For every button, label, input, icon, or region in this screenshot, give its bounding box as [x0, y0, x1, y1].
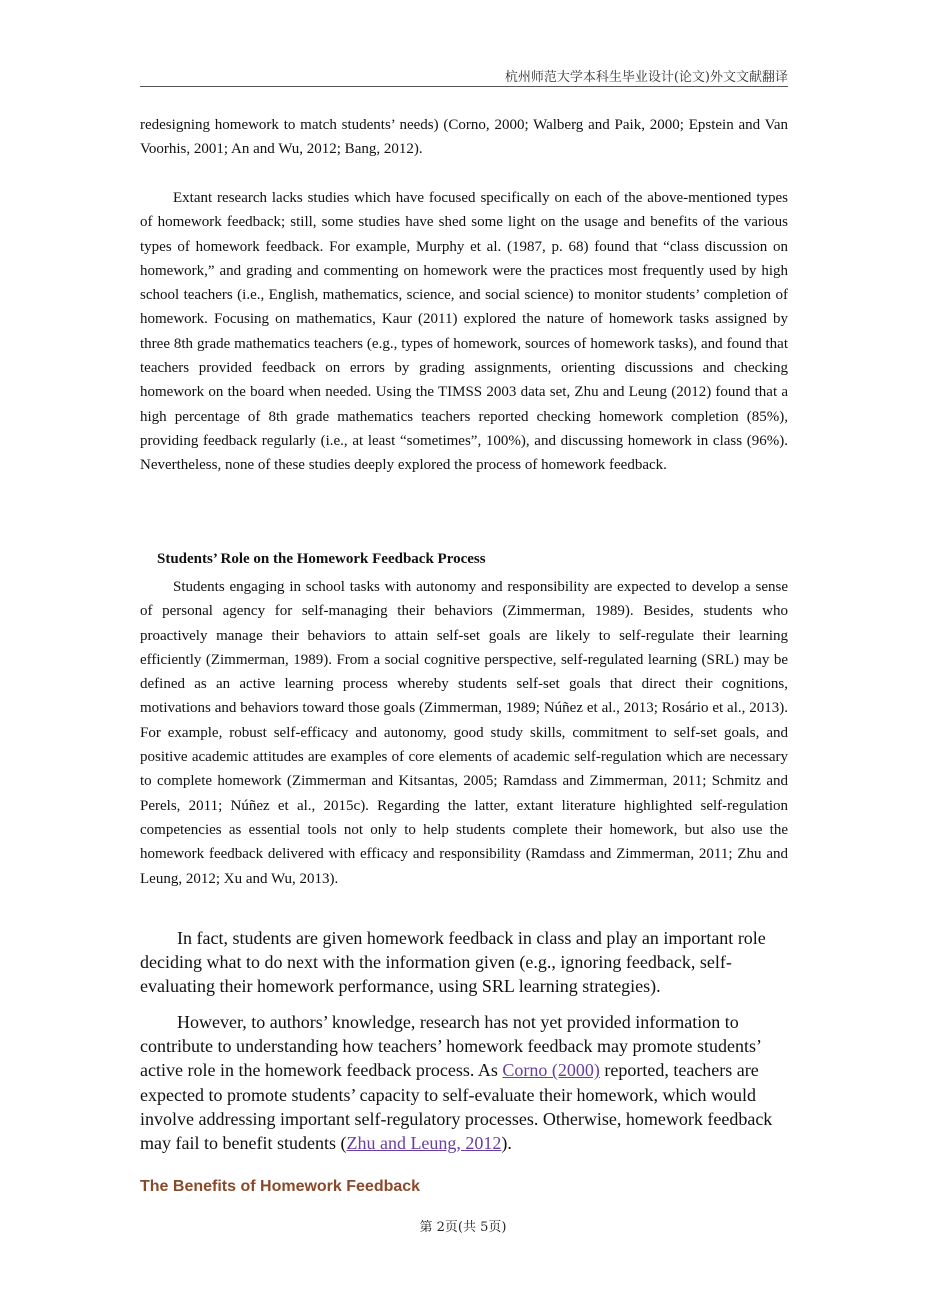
paragraph-1: redesigning homework to match students’ needs) (Corno, 2000; Walberg and Paik, 2000; Epstein and Van Voorhis, 2001; An and Wu, 2012; Bang, 2012). — [140, 117, 788, 158]
paragraph-5 — [140, 1010, 788, 1155]
header-divider — [140, 86, 788, 87]
section-heading-benefits: The Benefits of Homework Feedback — [140, 1178, 421, 1195]
paragraph-4: In fact, students are given homework feedback in class and play an important role deciding what to do next with the information given (e.g., ignoring feedback, self-evaluating their homework performance, using SRL learning strategies). — [140, 928, 766, 997]
paragraph-5-text-c: ). — [501, 1133, 512, 1154]
citation-link-corno-2000[interactable]: Corno (2000) — [502, 1060, 600, 1081]
paragraph-2: Extant research lacks studies which have focused specifically on each of the above-mentioned types of homework feedback; still, some studies have shed some light on the usage and benefits of the various types of homework feedback. For example, Murphy et al. (1987, p. 68) found that “class discussion on homework,” and grading and commenting on homework were the practices most frequently used by high school teachers (i.e., English, mathematics, science, and social science) to monitor students’ completion of homework. Focusing on mathematics, Kaur (2011) explored the nature of homework tasks assigned by three 8th grade mathematics teachers (e.g., types of homework, sources of homework tasks), and found that teachers provided feedback on errors by grading assignments, orienting discussions and checking homework on the board when needed. Using the TIMSS 2003 data set, Zhu and Leung (2012) found that a high percentage of 8th grade mathematics teachers reported checking homework completion (85%), providing feedback regularly (i.e., at least “sometimes”, 100%), and discussing homework in class (96%). Nevertheless, none of these studies deeply explored the process of homework feedback. — [140, 190, 788, 474]
paragraph-3: Students engaging in school tasks with autonomy and responsibility are expected to develop a sense of personal agency for self-managing their behaviors (Zimmerman, 1989). Besides, students who proactively manage their behaviors to attain self-set goals are likely to self-regulate their learning efficiently (Zimmerman, 1989). From a social cognitive perspective, self-regulated learning (SRL) may be defined as an active learning process whereby students self-set goals that direct their cognitions, motivations and behaviors toward those goals (Zimmerman, 1989; Núñez et al., 2013; Rosário et al., 2013). For example, robust self-efficacy and autonomy, good study skills, commitment to self-set goals, and positive academic attitudes are examples of core elements of academic self-regulation which are necessary to complete homework (Zimmerman and Kitsantas, 2005; Ramdass and Zimmerman, 2011; Schmitz and Perels, 2011; Núñez et al., 2015c). Regarding the latter, extant literature highlighted self-regulation competencies as essential tools not only to help students complete their homework, but also use the homework feedback delivered with efficacy and responsibility (Ramdass and Zimmerman, 2011; Zhu and Leung, 2012; Xu and Wu, 2013). — [140, 579, 788, 887]
subheading-students-role: Students’ Role on the Homework Feedback Process — [157, 551, 486, 567]
page-header: 杭州师范大学本科生毕业设计(论文)外文文献翻译 — [504, 70, 788, 85]
paragraph-5-text-b: reported, teachers are expected to promote students’ capacity to self-evaluate their homework, which would involve addressing important self-regulatory processes. Otherwise, homework feedback may fail to benefit students ( — [140, 1060, 773, 1154]
page-footer: 第 2页(共 5页) — [419, 1220, 507, 1235]
paragraph-5-text-a: However, to authors’ knowledge, research has not yet provided information to contribute to understanding how teachers’ homework feedback may promote students’ active role in the homework feedback process. As — [140, 1012, 761, 1081]
citation-link-zhu-leung-2012[interactable]: Zhu and Leung, 2012 — [346, 1133, 502, 1154]
